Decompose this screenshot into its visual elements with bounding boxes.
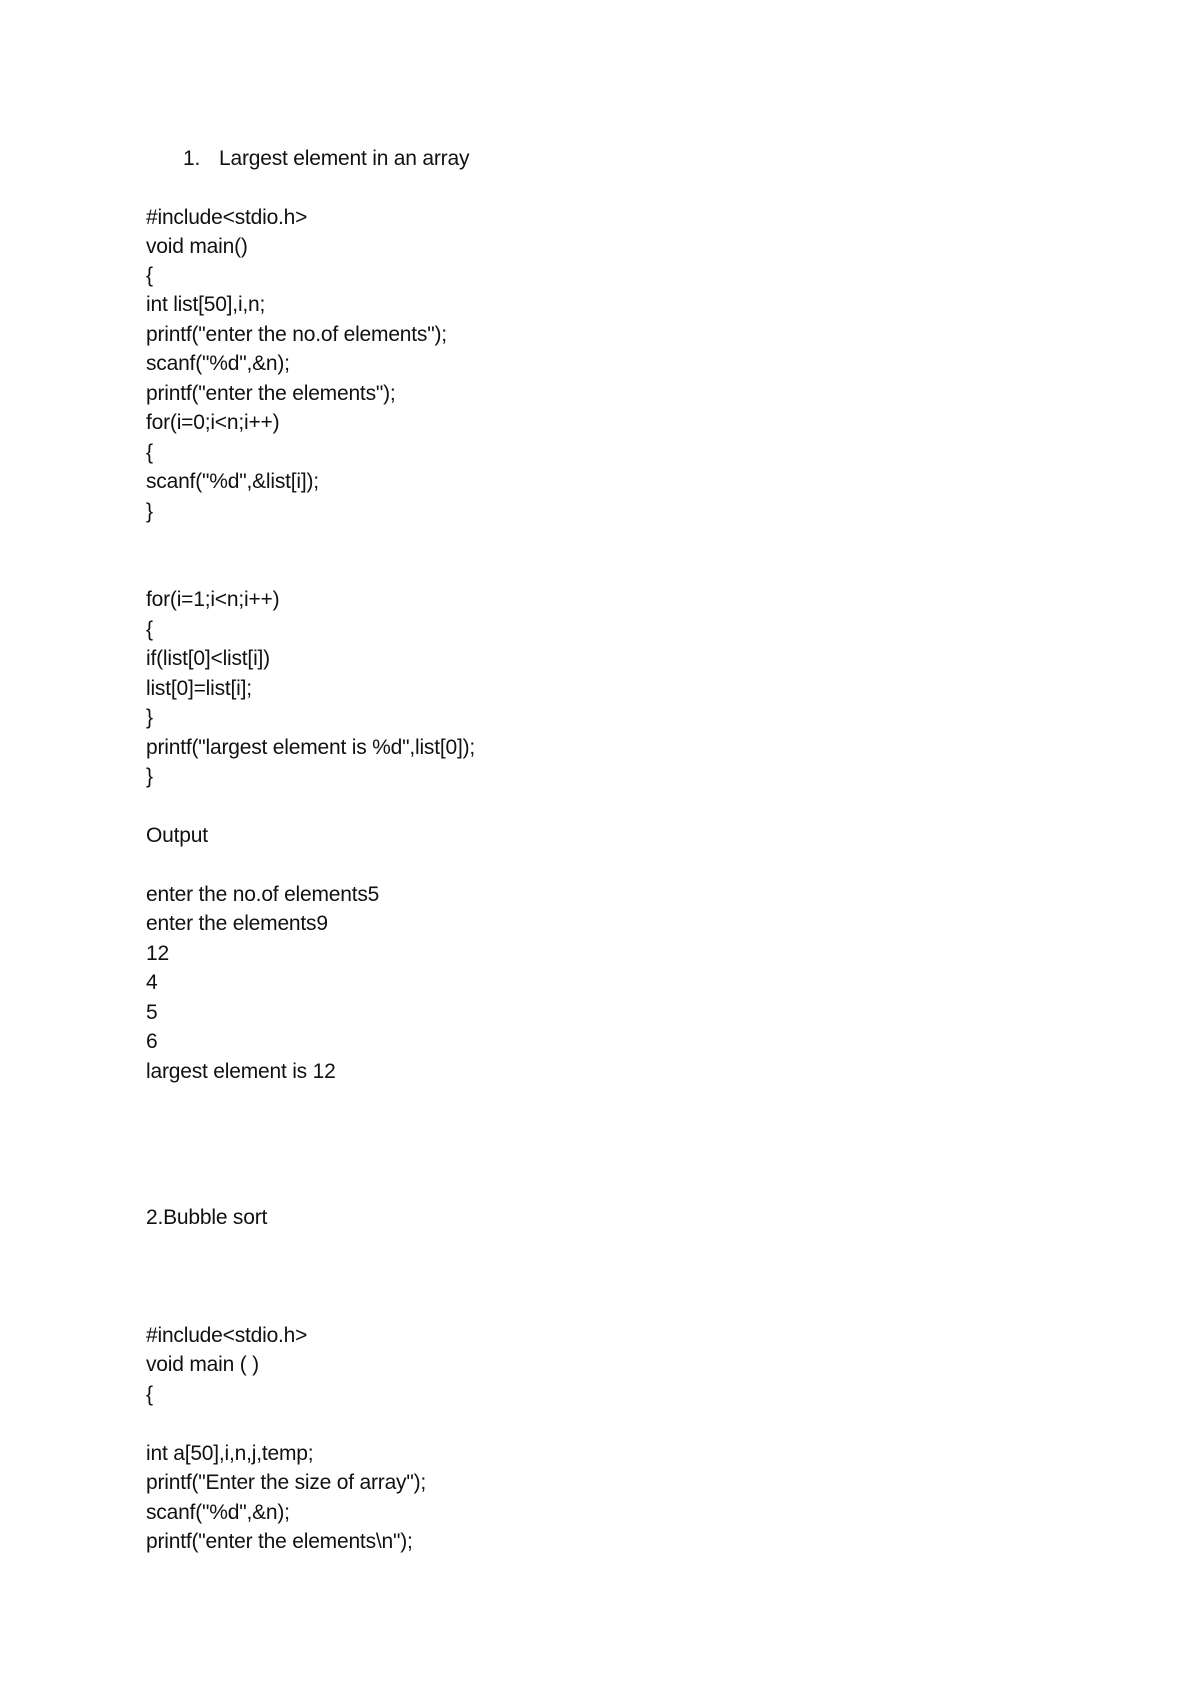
code-line: {: [146, 264, 153, 287]
output-line: 6: [146, 1030, 158, 1053]
code-line: scanf("%d",&n);: [146, 1501, 290, 1524]
code-line: printf("enter the no.of elements");: [146, 323, 447, 346]
code-line: #include<stdio.h>: [146, 1324, 308, 1347]
code-line: {: [146, 1383, 153, 1406]
output-line: 12: [146, 942, 169, 965]
code-line: {: [146, 441, 153, 464]
output-line: 4: [146, 971, 158, 994]
code-line: printf("enter the elements\n");: [146, 1530, 413, 1553]
code-line: {: [146, 618, 153, 641]
section-1-heading: [183, 144, 469, 173]
output-line: 5: [146, 1001, 158, 1024]
code-line: if(list[0]<list[i]): [146, 647, 270, 670]
code-line: }: [146, 765, 153, 788]
section-2-heading: 2.Bubble sort: [146, 1206, 268, 1229]
code-line: int list[50],i,n;: [146, 293, 266, 316]
output-line: largest element is 12: [146, 1060, 336, 1083]
code-line: int a[50],i,n,j,temp;: [146, 1442, 314, 1465]
code-line: list[0]=list[i];: [146, 677, 252, 700]
code-line: for(i=1;i<n;i++): [146, 588, 280, 611]
output-line: enter the elements9: [146, 912, 328, 935]
code-line: for(i=0;i<n;i++): [146, 411, 280, 434]
code-line: scanf("%d",&list[i]);: [146, 470, 319, 493]
output-label: Output: [146, 824, 208, 847]
code-line: void main(): [146, 235, 248, 258]
code-line: printf("Enter the size of array");: [146, 1471, 427, 1494]
section-1-number: 1.: [183, 147, 201, 170]
code-line: scanf("%d",&n);: [146, 352, 290, 375]
code-line: void main ( ): [146, 1353, 259, 1376]
code-line: printf("enter the elements");: [146, 382, 396, 405]
code-line: #include<stdio.h>: [146, 206, 308, 229]
code-line: }: [146, 500, 153, 523]
code-line: printf("largest element is %d",list[0]);: [146, 736, 476, 759]
output-line: enter the no.of elements5: [146, 883, 380, 906]
section-1-title: Largest element in an array: [219, 147, 470, 170]
code-line: }: [146, 706, 153, 729]
